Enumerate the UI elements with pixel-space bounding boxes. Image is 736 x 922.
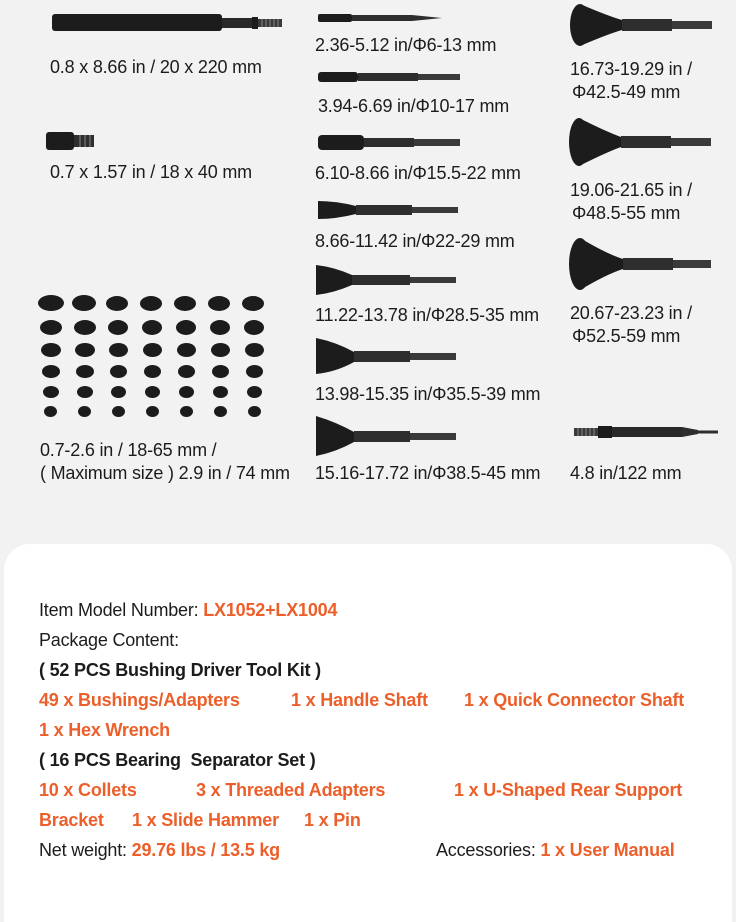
driver-2-label: 3.94-6.69 in/Φ10-17 mm (318, 96, 510, 116)
weight-label: Net weight: (39, 840, 132, 860)
accessories-row (436, 838, 675, 862)
large-driver-2-label-line2: Φ48.5-55 mm (572, 203, 681, 223)
kit-item-hex-wrench: 1 x Hex Wrench (39, 720, 170, 740)
large-driver-1-image (568, 2, 718, 48)
weight-row (39, 838, 280, 862)
slide-hammer-label: 4.8 in/122 mm (570, 463, 682, 483)
driver-4-image (316, 198, 466, 222)
driver-7-image (314, 414, 464, 458)
set-title: ( 16 PCS Bearing Separator Set ) (39, 750, 316, 770)
large-driver-2-label-line1: 19.06-21.65 in / (570, 180, 692, 200)
model-value: LX1052+LX1004 (203, 600, 338, 620)
driver-6-label: 13.98-15.35 in/Φ35.5-39 mm (315, 384, 541, 404)
driver-1-label: 2.36-5.12 in/Φ6-13 mm (315, 35, 497, 55)
accessories-label: Accessories: (436, 840, 541, 860)
weight-value: 29.76 lbs / 13.5 kg (131, 840, 280, 860)
driver-6-image (314, 336, 464, 376)
set-item-rear-support: 1 x U-Shaped Rear Support (454, 780, 683, 800)
kit-item-handle-shaft: 1 x Handle Shaft (291, 690, 428, 710)
driver-5-image (314, 263, 464, 297)
large-driver-3-image (567, 236, 717, 292)
set-item-slide-hammer: 1 x Slide Hammer (132, 810, 279, 830)
set-item-collets: 10 x Collets (39, 780, 137, 800)
large-driver-1-label-line1: 16.73-19.29 in / (570, 59, 692, 79)
model-label: Item Model Number: (39, 600, 204, 620)
driver-7-label: 15.16-17.72 in/Φ38.5-45 mm (315, 463, 541, 483)
slide-hammer-image (572, 424, 722, 440)
large-driver-2-image (567, 116, 717, 168)
quick-connector-image (44, 130, 104, 152)
handle-shaft-label: 0.8 x 8.66 in / 20 x 220 mm (50, 57, 262, 77)
set-item-pin: 1 x Pin (304, 810, 361, 830)
set-item-threaded-adapters: 3 x Threaded Adapters (196, 780, 386, 800)
bushings-label-line2: ( Maximum size ) 2.9 in / 74 mm (40, 463, 290, 483)
driver-5-label: 11.22-13.78 in/Φ28.5-35 mm (315, 305, 539, 325)
package-label: Package Content: (39, 630, 179, 650)
handle-shaft-image (50, 10, 290, 36)
driver-4-label: 8.66-11.42 in/Φ22-29 mm (315, 231, 515, 251)
driver-3-label: 6.10-8.66 in/Φ15.5-22 mm (315, 163, 521, 183)
model-row (39, 598, 337, 622)
bushings-grid-image (36, 295, 272, 425)
accessories-value: 1 x User Manual (540, 840, 675, 860)
kit-item-bushings: 49 x Bushings/Adapters (39, 690, 240, 710)
kit-item-quick-connector: 1 x Quick Connector Shaft (464, 690, 685, 710)
quick-connector-label: 0.7 x 1.57 in / 18 x 40 mm (50, 162, 252, 182)
kit-title: ( 52 PCS Bushing Driver Tool Kit ) (39, 660, 321, 680)
set-item-bracket: Bracket (39, 810, 104, 830)
large-driver-3-label-line2: Φ52.5-59 mm (572, 326, 681, 346)
large-driver-3-label-line1: 20.67-23.23 in / (570, 303, 692, 323)
driver-3-image (316, 132, 466, 154)
driver-1-image (316, 10, 446, 26)
driver-2-image (316, 68, 466, 86)
bushings-label-line1: 0.7-2.6 in / 18-65 mm / (40, 440, 217, 460)
large-driver-1-label-line2: Φ42.5-49 mm (572, 82, 681, 102)
